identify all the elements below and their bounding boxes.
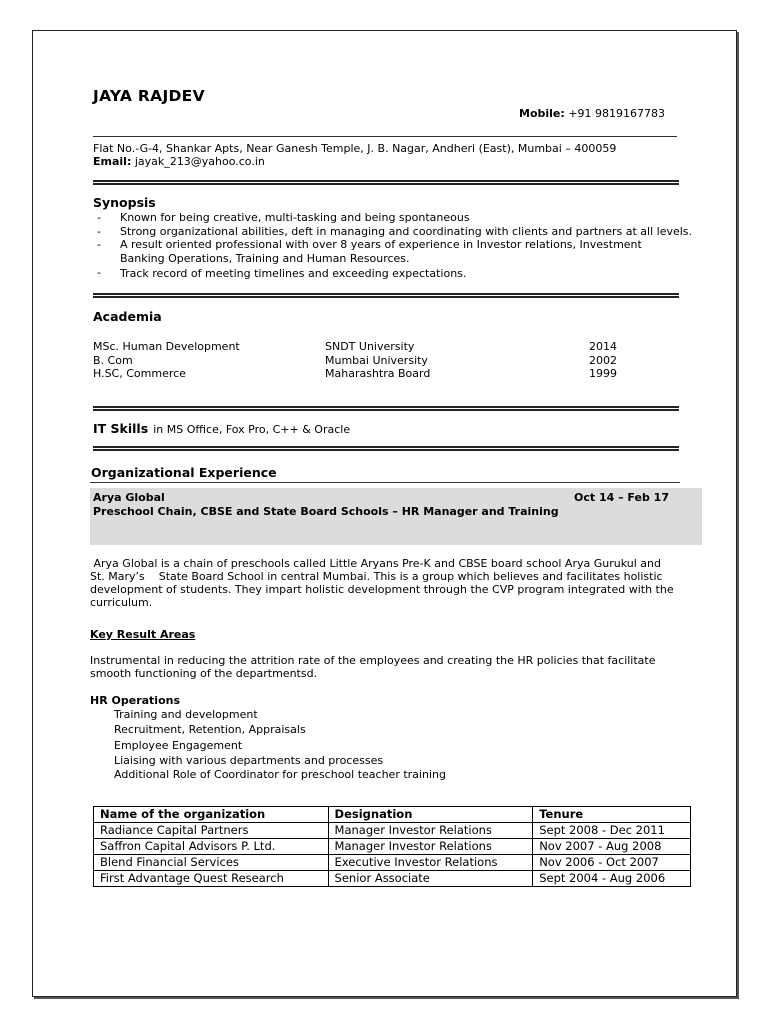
email-line	[93, 155, 265, 168]
email-address[interactable]: jayak_213@yahoo.co.in	[134, 155, 265, 168]
column-header: Name of the organization	[94, 807, 329, 823]
degree: H.SC, Commerce	[93, 367, 186, 380]
institution: Maharashtra Board	[325, 367, 431, 380]
tenure-cell: Sept 2004 - Aug 2006	[533, 871, 691, 887]
job-period: Oct 14 – Feb 17	[574, 491, 669, 504]
synopsis-heading: Synopsis	[93, 195, 156, 210]
table-row	[94, 839, 691, 855]
it-skills-heading: IT Skills	[93, 421, 149, 436]
organization-cell: First Advantage Quest Research	[94, 871, 329, 887]
bullet-dash: -	[97, 211, 101, 224]
tenure-cell: Nov 2006 - Oct 2007	[533, 855, 691, 871]
year: 2002	[589, 354, 617, 367]
synopsis-item: A result oriented professional with over 8 years of experience in Investor relations, Investment	[120, 238, 642, 251]
degree: MSc. Human Development	[93, 340, 240, 353]
hr-operation-item: Training and development	[114, 708, 258, 721]
it-skills-line	[93, 418, 350, 437]
tenure-cell: Nov 2007 - Aug 2008	[533, 839, 691, 855]
experience-divider	[90, 482, 680, 483]
mobile-line	[519, 107, 665, 120]
kra-text: Instrumental in reducing the attrition rate of the employees and creating the HR policies that facilitate	[90, 654, 656, 667]
column-header: Tenure	[533, 807, 691, 823]
bullet-dash: -	[97, 225, 101, 238]
synopsis-item-continued: Banking Operations, Training and Human Resources.	[120, 252, 410, 265]
bullet-dash: -	[97, 238, 101, 251]
table-row	[94, 871, 691, 887]
section-divider	[93, 293, 679, 298]
hr-operation-item: Employee Engagement	[114, 739, 243, 752]
hr-operations-heading: HR Operations	[90, 694, 181, 707]
organization-cell: Radiance Capital Partners	[94, 823, 329, 839]
institution: Mumbai University	[325, 354, 428, 367]
address: Flat No.-G-4, Shankar Apts, Near Ganesh Temple, J. B. Nagar, Andheri (East), Mumbai – 400059	[93, 142, 617, 155]
company-name: Arya Global	[93, 491, 165, 504]
organization-cell: Blend Financial Services	[94, 855, 329, 871]
company-description-line: curriculum.	[90, 596, 153, 609]
mobile-label: Mobile:	[519, 107, 565, 120]
table-row	[94, 823, 691, 839]
job-role: Preschool Chain, CBSE and State Board Schools – HR Manager and Training	[93, 505, 559, 518]
section-divider	[93, 406, 679, 411]
designation-cell: Manager Investor Relations	[328, 839, 533, 855]
email-label: Email:	[93, 155, 132, 168]
experience-heading: Organizational Experience	[91, 465, 277, 480]
header-divider	[93, 136, 677, 137]
synopsis-item: Known for being creative, multi-tasking and being spontaneous	[120, 211, 470, 224]
institution: SNDT University	[325, 340, 415, 353]
bullet-dash: -	[97, 266, 101, 279]
table-header-row	[94, 807, 691, 823]
company-description-line: development of students. They impart holistic development through the CVP program integrated with the	[90, 583, 674, 596]
kra-text: smooth functioning of the departmentsd.	[90, 667, 318, 680]
hr-operation-item: Additional Role of Coordinator for preschool teacher training	[114, 768, 446, 781]
company-description-line: Arya Global is a chain of preschools called Little Aryans Pre-K and CBSE board school Arya Gurukul and	[90, 557, 661, 570]
company-description-line: St. Mary’s State Board School in central Mumbai. This is a group which believes and facilitates holistic	[90, 570, 663, 583]
designation-cell: Manager Investor Relations	[328, 823, 533, 839]
section-divider	[93, 446, 679, 451]
tenure-cell: Sept 2008 - Dec 2011	[533, 823, 691, 839]
column-header: Designation	[328, 807, 533, 823]
designation-cell: Senior Associate	[328, 871, 533, 887]
hr-operation-item: Liaising with various departments and processes	[114, 754, 384, 767]
academia-heading: Academia	[93, 309, 162, 324]
table-row	[94, 855, 691, 871]
synopsis-item: Track record of meeting timelines and exceeding expectations.	[120, 267, 467, 280]
candidate-name: JAYA RAJDEV	[93, 87, 205, 105]
organization-cell: Saffron Capital Advisors P. Ltd.	[94, 839, 329, 855]
designation-cell: Executive Investor Relations	[328, 855, 533, 871]
section-divider	[93, 180, 679, 185]
year: 2014	[589, 340, 617, 353]
it-skills-text: in MS Office, Fox Pro, C++ & Oracle	[153, 423, 351, 436]
key-result-areas-heading: Key Result Areas	[90, 628, 196, 641]
mobile-number: +91 9819167783	[568, 107, 665, 120]
organizations-table	[93, 806, 691, 887]
degree: B. Com	[93, 354, 133, 367]
synopsis-item: Strong organizational abilities, deft in managing and coordinating with clients and partners at all levels.	[120, 225, 693, 238]
hr-operation-item: Recruitment, Retention, Appraisals	[114, 723, 306, 736]
year: 1999	[589, 367, 617, 380]
